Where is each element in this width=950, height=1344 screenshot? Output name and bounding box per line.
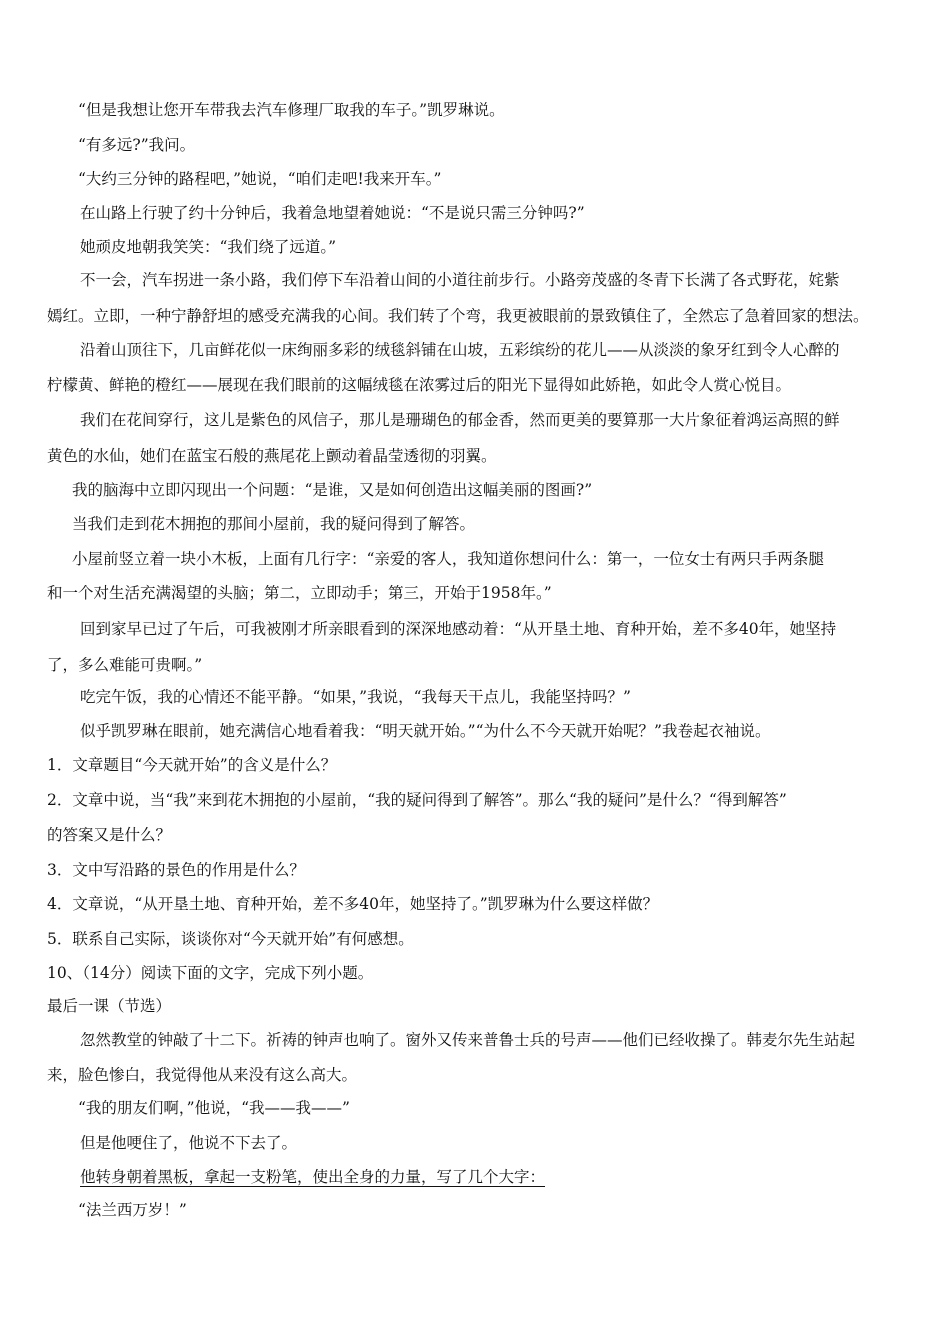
paragraph-line: “大约三分钟的路程吧，”她说，“咱们走吧!我来开车。” xyxy=(78,170,442,188)
paragraph-line: 我们在花间穿行，这儿是紫色的风信子，那儿是珊瑚色的郁金香，然而更美的要算那一大片象征着鸿运高照的鲜 xyxy=(80,411,840,429)
underlined-sentence: 他转身朝着黑板，拿起一支粉笔，使出全身的力量，写了几个大字： xyxy=(80,1168,546,1186)
paragraph-line: 吃完午饭，我的心情还不能平静。“如果，”我说，“我每天干点儿，我能坚持吗？” xyxy=(80,688,631,706)
paragraph-line: “有多远?”我问。 xyxy=(78,136,196,154)
paragraph-line: “但是我想让您开车带我去汽车修理厂取我的车子。”凯罗琳说。 xyxy=(78,101,505,119)
paragraph-line: 当我们走到花木拥抱的那间小屋前，我的疑问得到了解答。 xyxy=(72,515,476,533)
paragraph-line: 来，脸色惨白，我觉得他从来没有这么高大。 xyxy=(47,1066,358,1084)
paragraph-line: 回到家早已过了午后，可我被刚才所亲眼看到的深深地感动着：“从开垦土地、育种开始，差不多40年，她坚持 xyxy=(80,620,837,638)
section-heading: 10、（14分）阅读下面的文字，完成下列小题。 xyxy=(47,964,374,982)
paragraph-line: 似乎凯罗琳在眼前，她充满信心地看着我：“明天就开始。”“为什么不今天就开始呢？”我卷起衣袖说。 xyxy=(80,722,771,740)
passage-title: 最后一课（节选） xyxy=(47,997,172,1015)
paragraph-line: 在山路上行驶了约十分钟后，我着急地望着她说：“不是说只需三分钟吗?” xyxy=(80,204,585,222)
paragraph-line: 了，多么难能可贵啊。” xyxy=(47,656,203,674)
paragraph-line: 沿着山顶往下，几亩鲜花似一床绚丽多彩的绒毯斜铺在山坡，五彩缤纷的花儿——从淡淡的象牙红到令人心醉的 xyxy=(80,341,840,359)
paragraph-line: 她顽皮地朝我笑笑：“我们绕了远道。” xyxy=(80,238,337,256)
question-5: 5．联系自己实际，谈谈你对“今天就开始”有何感想。 xyxy=(47,930,414,948)
question-2: 2．文章中说，当“我”来到花木拥抱的小屋前，“我的疑问得到了解答”。那么“我的疑问”是什么？“得到解答” xyxy=(47,791,787,809)
paragraph-line: 黄色的水仙，她们在蓝宝石般的燕尾花上颤动着晶莹透彻的羽翼。 xyxy=(47,447,497,465)
paragraph-line: 和一个对生活充满渴望的头脑；第二，立即动手；第三，开始于1958年。” xyxy=(47,584,552,602)
paragraph-line: 柠檬黄、鲜艳的橙红——展现在我们眼前的这幅绒毯在浓雾过后的阳光下显得如此娇艳，如此令人赏心悦目。 xyxy=(47,376,792,394)
paragraph-line: 我的脑海中立即闪现出一个问题：“是谁，又是如何创造出这幅美丽的图画?” xyxy=(72,481,593,499)
question-1: 1．文章题目“今天就开始”的含义是什么？ xyxy=(47,756,337,774)
paragraph-line: 小屋前竖立着一块小木板，上面有几行字：“亲爱的客人，我知道你想问什么：第一，一位女士有两只手两条腿 xyxy=(72,550,824,568)
paragraph-line: 忽然教堂的钟敲了十二下。祈祷的钟声也响了。窗外又传来普鲁士兵的号声——他们已经收操了。韩麦尔先生站起 xyxy=(80,1031,856,1049)
paragraph-line: 但是他哽住了，他说不下去了。 xyxy=(80,1134,298,1152)
question-2-continued: 的答案又是什么？ xyxy=(47,826,172,844)
question-4: 4．文章说，“从开垦土地、育种开始，差不多40年，她坚持了。”凯罗琳为什么要这样做？ xyxy=(47,895,659,913)
paragraph-line: 嫣红。立即，一种宁静舒坦的感受充满我的心间。我们转了个弯，我更被眼前的景致镇住了，全然忘了急着回家的想法。 xyxy=(47,307,869,325)
paragraph-line: 不一会，汽车拐进一条小路，我们停下车沿着山间的小道往前步行。小路旁茂盛的冬青下长满了各式野花，姹紫 xyxy=(80,271,840,289)
question-3: 3．文中写沿路的景色的作用是什么？ xyxy=(47,861,305,879)
paragraph-line: “法兰西万岁！” xyxy=(78,1201,187,1219)
paragraph-line: “我的朋友们啊，”他说，“我——我——” xyxy=(78,1099,350,1117)
